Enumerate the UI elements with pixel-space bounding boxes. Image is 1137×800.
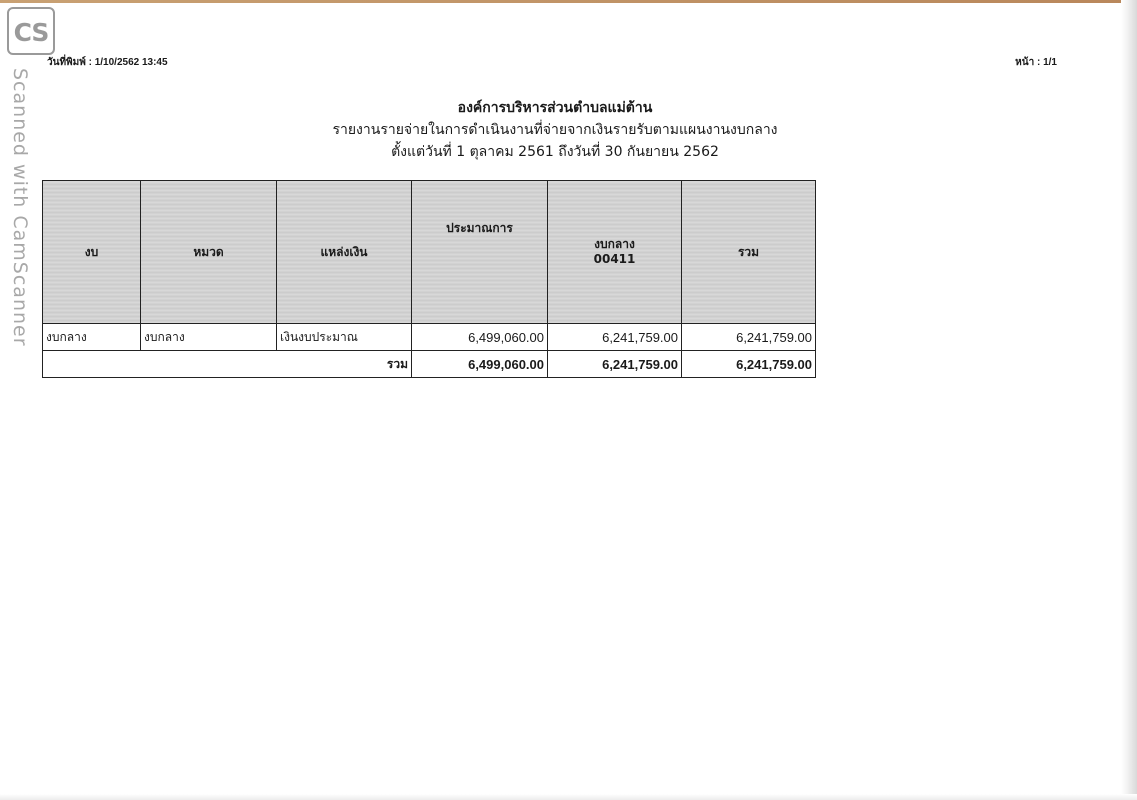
cell-source: เงินงบประมาณ xyxy=(277,324,412,351)
header-central-budget-code: 00411 xyxy=(593,252,636,266)
header-total: รวม xyxy=(682,181,816,324)
cell-total: 6,241,759.00 xyxy=(682,324,816,351)
report-title: รายงานรายจ่ายในการดำเนินงานที่จ่ายจากเงินรายรับตามแผนงานงบกลาง xyxy=(332,122,778,138)
camscanner-logo: CS xyxy=(7,7,55,55)
sum-label: รวม xyxy=(43,351,412,378)
report-title-block xyxy=(300,97,810,163)
sum-total: 6,241,759.00 xyxy=(682,351,816,378)
cell-budget: งบกลาง xyxy=(43,324,141,351)
header-source: แหล่งเงิน xyxy=(277,181,412,324)
header-central-budget xyxy=(548,181,682,324)
cell-central: 6,241,759.00 xyxy=(548,324,682,351)
page-number: หน้า : 1/1 xyxy=(1015,57,1057,68)
header-budget: งบ xyxy=(43,181,141,324)
header-central-budget-name: งบกลาง xyxy=(594,237,635,251)
table-row xyxy=(43,324,816,351)
report-period: ตั้งแต่วันที่ 1 ตุลาคม 2561 ถึงวันที่ 30 กันยายน 2562 xyxy=(391,144,719,160)
header-category: หมวด xyxy=(141,181,277,324)
page-edge-top xyxy=(0,0,1137,3)
camscanner-watermark-text: Scanned with CamScanner xyxy=(9,68,31,347)
expense-report-table xyxy=(42,180,816,378)
page-edge-bottom xyxy=(0,794,1137,800)
cell-estimate: 6,499,060.00 xyxy=(412,324,548,351)
sum-row xyxy=(43,351,816,378)
table-header-row xyxy=(43,181,816,324)
organization-name: องค์การบริหารส่วนตำบลแม่ต้าน xyxy=(457,100,653,116)
print-date: วันที่พิมพ์ : 1/10/2562 13:45 xyxy=(47,57,168,68)
page-edge-right xyxy=(1121,0,1137,800)
cell-category: งบกลาง xyxy=(141,324,277,351)
header-estimate: ประมาณการ xyxy=(412,181,548,324)
sum-central: 6,241,759.00 xyxy=(548,351,682,378)
sum-estimate: 6,499,060.00 xyxy=(412,351,548,378)
